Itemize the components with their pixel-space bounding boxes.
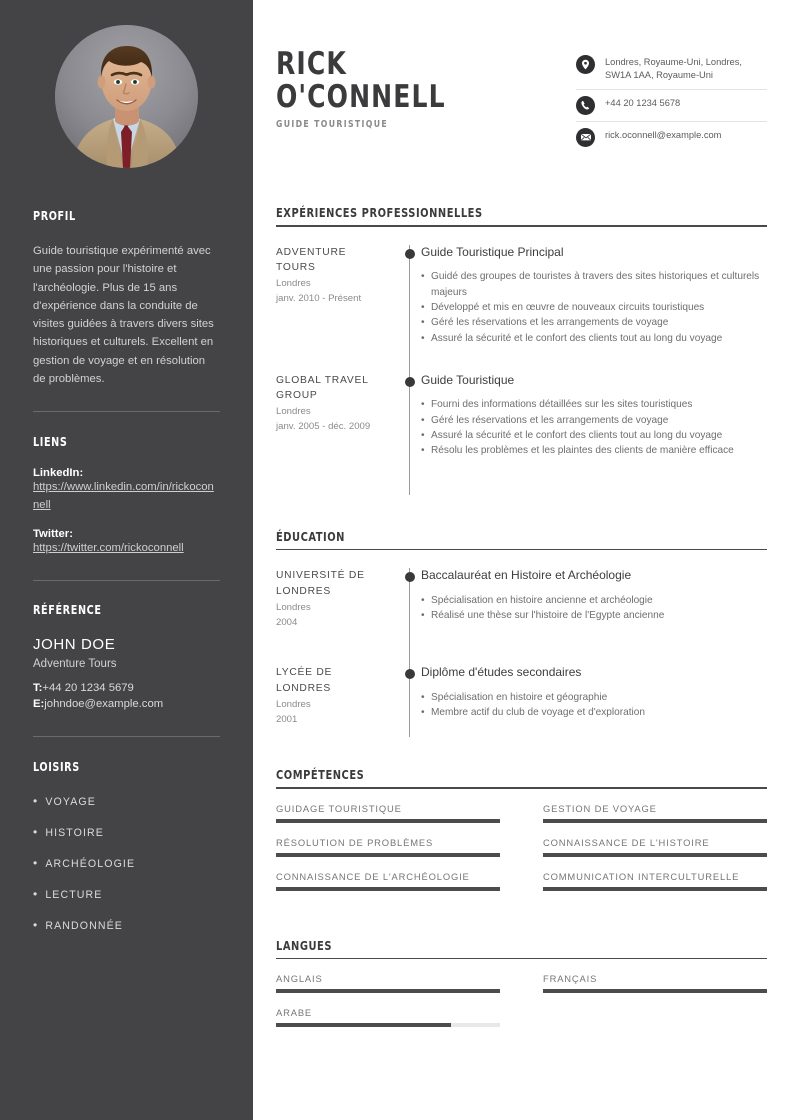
experience-title: EXPÉRIENCES PROFESSIONNELLES <box>276 204 483 220</box>
skill-label: CONNAISSANCE DE L'ARCHÉOLOGIE <box>276 870 470 882</box>
experience-details <box>421 245 767 373</box>
list-item <box>33 857 220 870</box>
language-track <box>543 989 767 993</box>
reference-title: RÉFÉRENCE <box>33 601 102 617</box>
skill-track <box>276 819 500 823</box>
education-bullets <box>421 690 767 721</box>
name-block <box>276 48 576 158</box>
first-name: RICK <box>276 46 347 82</box>
language-fill <box>276 989 500 993</box>
contact-row-address <box>576 54 767 90</box>
timeline-dot-icon <box>405 377 415 387</box>
education-degree: Diplôme d'études secondaires <box>421 665 582 680</box>
list-item <box>33 919 220 932</box>
bullet-text: • Assuré la sécurité et le confort des clients tout au long du voyage <box>421 428 767 443</box>
skill-track <box>543 819 767 823</box>
hobby-label: LECTURE <box>45 889 103 902</box>
timeline-axis <box>399 568 421 665</box>
job-title: GUIDE TOURISTIQUE <box>276 119 389 131</box>
language-label: ARABE <box>276 1007 313 1019</box>
education-details <box>421 665 767 737</box>
sidebar-section-reference <box>0 602 253 713</box>
contact-address: Londres, Royaume-Uni, Londres, SW1A 1AA, Royaume-Uni <box>605 57 742 81</box>
timeline-line <box>409 245 410 373</box>
bullet-text: • Géré les réservations et les arrangements de voyage <box>421 413 767 428</box>
hobbies-title: LOISIRS <box>33 759 80 775</box>
bullet-text: • Membre actif du club de voyage et d'exploration <box>421 705 767 720</box>
skill-item <box>276 803 500 823</box>
reference-phone: +44 20 1234 5679 <box>42 681 134 694</box>
skills-grid <box>276 789 767 891</box>
bullet-text: • Géré les réservations et les arrangements de voyage <box>421 315 767 330</box>
education-org: LYCÉE DE LONDRES <box>276 667 333 695</box>
hobby-label: ARCHÉOLOGIE <box>45 858 136 871</box>
reference-phone-prefix: T: <box>33 681 43 694</box>
skill-fill <box>276 887 500 891</box>
sidebar-section-hobbies <box>0 759 253 932</box>
sidebar <box>0 0 253 1120</box>
section-education <box>276 529 767 738</box>
timeline-dot-icon <box>405 249 415 259</box>
language-fill <box>543 989 767 993</box>
experience-role: Guide Touristique Principal <box>421 244 564 259</box>
skill-item <box>276 871 500 891</box>
link-url-linkedin[interactable]: https://www.linkedin.com/in/rickoconnell <box>33 481 214 511</box>
languages-title: LANGUES <box>276 937 332 953</box>
contact-row-phone <box>576 95 767 122</box>
bullet-icon: • <box>33 794 39 809</box>
experience-location: Londres <box>276 406 311 418</box>
skill-label: GESTION DE VOYAGE <box>543 802 657 814</box>
link-url-twitter[interactable]: https://twitter.com/rickoconnell <box>33 541 184 554</box>
language-label: ANGLAIS <box>276 973 323 985</box>
section-rule <box>276 549 767 551</box>
timeline-axis <box>399 245 421 373</box>
hobby-label: HISTOIRE <box>45 827 104 840</box>
experience-meta <box>276 245 399 373</box>
list-item <box>33 888 220 901</box>
phone-icon <box>576 96 595 115</box>
education-dates: 2004 <box>276 616 298 628</box>
reference-email-prefix: E: <box>33 697 45 710</box>
education-entry <box>276 568 767 665</box>
experience-entry <box>276 373 767 495</box>
reference-name: JOHN DOE <box>33 635 116 653</box>
profile-title: PROFIL <box>33 208 76 223</box>
experience-org: GLOBAL TRAVEL GROUP <box>276 374 369 402</box>
sidebar-divider-1 <box>33 411 220 412</box>
education-entry <box>276 665 767 737</box>
education-location: Londres <box>276 699 311 711</box>
reference-email-row <box>33 696 220 712</box>
timeline-axis <box>399 373 421 495</box>
bullet-text: • Assuré la sécurité et le confort des clients tout au long du voyage <box>421 331 767 346</box>
timeline-line <box>409 373 410 495</box>
location-pin-icon <box>576 55 595 74</box>
bullet-text: • Guidé des groupes de touristes à travers des sites historiques et culturels majeurs <box>421 269 767 300</box>
bullet-text: • Développé et mis en œuvre de nouveaux circuits touristiques <box>421 300 767 315</box>
experience-role: Guide Touristique <box>421 372 515 387</box>
bullet-icon: • <box>33 856 39 871</box>
language-track <box>276 1023 500 1027</box>
skill-track <box>276 887 500 891</box>
language-fill <box>276 1023 451 1027</box>
skill-label: RÉSOLUTION DE PROBLÈMES <box>276 836 434 848</box>
reference-phone-row <box>33 680 220 696</box>
language-track <box>276 989 500 993</box>
education-dates: 2001 <box>276 713 298 725</box>
bullet-icon: • <box>33 887 39 902</box>
education-org: UNIVERSITÉ DE LONDRES <box>276 570 365 598</box>
education-bullets <box>421 593 767 624</box>
link-item-linkedin[interactable] <box>33 467 220 513</box>
hobbies-list <box>33 795 220 932</box>
experience-meta <box>276 373 399 495</box>
skill-track <box>276 853 500 857</box>
sidebar-section-profile <box>0 208 253 388</box>
bullet-text: • Spécialisation en histoire et géographie <box>421 690 767 705</box>
envelope-icon <box>576 128 595 147</box>
timeline-dot-icon <box>405 669 415 679</box>
bullet-text: • Spécialisation en histoire ancienne et archéologie <box>421 593 767 608</box>
bullet-text: • Réalisé une thèse sur l'histoire de l'Egypte ancienne <box>421 608 767 623</box>
education-title: ÉDUCATION <box>276 528 345 544</box>
sidebar-divider-3 <box>33 736 220 737</box>
experience-dates: janv. 2010 - Présent <box>276 293 362 305</box>
timeline-dot-icon <box>405 572 415 582</box>
hobby-label: VOYAGE <box>45 796 96 809</box>
skill-item <box>543 837 767 857</box>
timeline-line <box>409 568 410 665</box>
links-title: LIENS <box>33 434 68 450</box>
language-item <box>276 973 500 993</box>
experience-details <box>421 373 767 495</box>
experience-org: ADVENTURE TOURS <box>276 246 347 274</box>
link-label-linkedin: LinkedIn: <box>33 467 84 480</box>
experience-entry <box>276 245 767 373</box>
bullet-icon: • <box>33 918 39 933</box>
profile-text: Guide touristique expérimenté avec une passion pour l'histoire et l'archéologie. Plus de 15 ans d'expérience dans la conduite de visites guidées à travers divers sites historiques et culturels. Excellent en gestion de voyage et en résolution de problèmes. <box>33 245 214 386</box>
education-degree: Baccalauréat en Histoire et Archéologie <box>421 568 632 583</box>
skill-label: COMMUNICATION INTERCULTURELLE <box>543 870 740 882</box>
language-item <box>276 1007 500 1027</box>
bullet-text: • Fourni des informations détaillées sur les sites touristiques <box>421 397 767 412</box>
languages-grid <box>276 959 767 1027</box>
sidebar-section-links <box>0 434 253 556</box>
skill-fill <box>543 853 767 857</box>
reference-company: Adventure Tours <box>33 658 117 671</box>
skill-label: CONNAISSANCE DE L'HISTOIRE <box>543 836 710 848</box>
contact-email[interactable]: rick.oconnell@example.com <box>605 129 722 140</box>
bullet-icon: • <box>33 825 39 840</box>
skill-label: GUIDAGE TOURISTIQUE <box>276 802 402 814</box>
language-label: FRANÇAIS <box>543 973 598 985</box>
last-name: O'CONNELL <box>276 79 446 116</box>
portrait-photo <box>55 25 198 168</box>
experience-dates: janv. 2005 - déc. 2009 <box>276 421 371 433</box>
contact-row-email <box>576 127 767 153</box>
list-item <box>33 826 220 839</box>
reference-email[interactable]: johndoe@example.com <box>44 697 164 710</box>
timeline-axis <box>399 665 421 737</box>
link-label-twitter: Twitter: <box>33 527 73 540</box>
link-item-twitter[interactable] <box>33 528 220 557</box>
experience-bullets <box>421 397 767 459</box>
skill-track <box>543 887 767 891</box>
education-location: Londres <box>276 602 311 614</box>
avatar <box>55 25 198 168</box>
contact-phone: +44 20 1234 5678 <box>605 97 681 108</box>
skills-title: COMPÉTENCES <box>276 767 365 783</box>
language-item <box>543 973 767 993</box>
experience-bullets <box>421 269 767 346</box>
section-skills <box>276 767 767 891</box>
education-details <box>421 568 767 665</box>
skill-fill <box>543 819 767 823</box>
skill-item <box>276 837 500 857</box>
skill-fill <box>276 853 500 857</box>
skill-fill <box>276 819 500 823</box>
skill-item <box>543 803 767 823</box>
skill-fill <box>543 887 767 891</box>
education-meta <box>276 568 399 665</box>
bullet-text: • Résolu les problèmes et les plaintes des clients de manière efficace <box>421 443 767 458</box>
section-rule <box>276 225 767 227</box>
skill-item <box>543 871 767 891</box>
resume-header <box>276 0 767 158</box>
contact-block <box>576 48 767 158</box>
section-experience <box>276 205 767 495</box>
experience-location: Londres <box>276 278 311 290</box>
education-meta <box>276 665 399 737</box>
skill-track <box>543 853 767 857</box>
section-languages <box>276 938 767 1028</box>
list-item <box>33 795 220 808</box>
hobby-label: RANDONNÉE <box>45 920 123 933</box>
main-content <box>253 0 794 1120</box>
sidebar-divider-2 <box>33 580 220 581</box>
